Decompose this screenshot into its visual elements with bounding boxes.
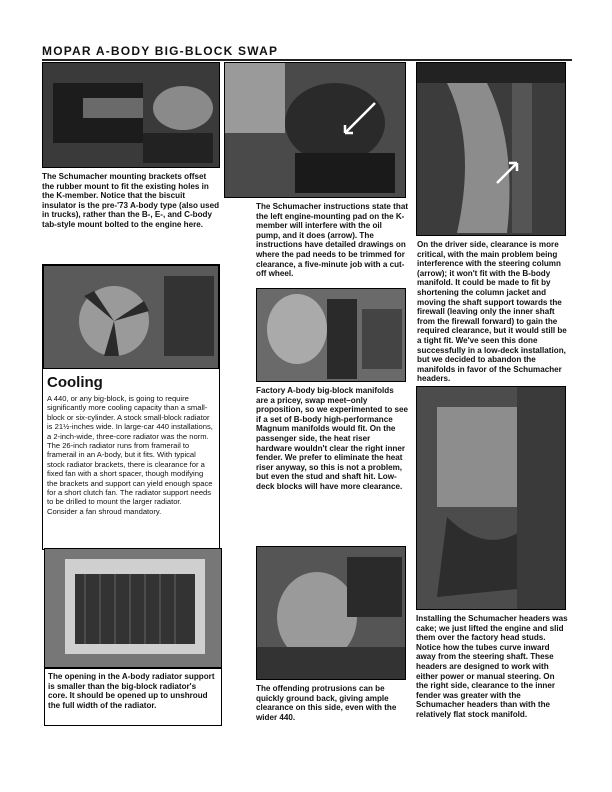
caption-headers: Installing the Schumacher headers was cake; we just lifted the engine and slid them over the factory head studs. Notice how the tubes curve inward away from the steering shaft. These headers are designed to work with either power or manual steering. On the right side, clearance to the inner fender was greater with the Schumacher headers than with the relatively flat stock manifold. — [416, 614, 568, 719]
page-header: MOPAR A-BODY BIG-BLOCK SWAP — [42, 44, 279, 58]
photo-fan — [43, 265, 219, 369]
photo-manifold — [256, 288, 406, 382]
cooling-body: A 440, or any big-block, is going to require significantly more cooling capacity than a small-block or six-cylinder. A stock small-block radiator is 21½-inches wide. In large-car 440 installations, a 2-inch-wide, three-core radiator was the norm. The 26-inch radiator runs from framerail to framerail in an A-body, but it fits. With typical stock radiator brackets, there is clearance for a fixed fan with a short spacer, though modifying the brackets and support can yield enough space for a short clutch fan. The radiator support needs to be drilled to mount the larger radiator. Consider a fan shroud mandatory. — [47, 394, 213, 516]
photo-radiator-support — [44, 548, 222, 668]
caption-manifold: Factory A-body big-block manifolds are a pricey, swap meet–only proposition, so we experimented to see if a set of B-body high-performance Magnum manifolds would fit. On the passenger side, the heat riser hardware wouldn't clear the right inner fender. We prefer to eliminate the heat riser anyway, so this is not a problem, but even the stud and shaft hit. Low-deck blocks will have more clearance. — [256, 386, 409, 491]
header-rule — [42, 59, 572, 61]
caption-ground-protrusions: The offending protrusions can be quickly ground back, giving ample clearance on this side, even with the wider 440. — [256, 684, 397, 722]
photo-engine-pad — [224, 62, 406, 198]
caption-mounting-bracket: The Schumacher mounting brackets offset the rubber mount to fit the existing holes in the K-member. Notice that the biscuit insulator is the pre-'73 A-body type (also used in trucks), rather than the B-, E-, and C-body tab-style mount bolted to the engine here. — [42, 172, 220, 229]
caption-engine-pad: The Schumacher instructions state that the left engine-mounting pad on the K-member will interfere with the oil pump, and it does (arrow). The instructions have detailed drawings on where the pad needs to be trimmed for clearance, a five-minute job with a cut-off wheel. — [256, 202, 409, 279]
caption-radiator: The opening in the A-body radiator support is smaller than the big-block radiator's core. It should be opened up to unshroud the full width of the radiator. — [48, 672, 215, 710]
caption-steering-column: On the driver side, clearance is more critical, with the main problem being interference with the steering column (arrow); it won't fit with the B-body manifold. It could be made to fit by shortening the column jacket and moving the shaft support towards the firewall (leaving only the inner shaft from the firewall forward) to gain the required clearance, but it would still be a tight fit. We've seen this done successfully in a low-deck installation, but we decided to abandon the manifolds in favor of the Schumacher headers. — [417, 240, 567, 384]
cooling-title: Cooling — [47, 374, 103, 391]
photo-steering-column — [416, 62, 566, 236]
photo-mounting-bracket — [42, 62, 220, 168]
photo-headers — [416, 386, 566, 610]
photo-ground-protrusions — [256, 546, 406, 680]
